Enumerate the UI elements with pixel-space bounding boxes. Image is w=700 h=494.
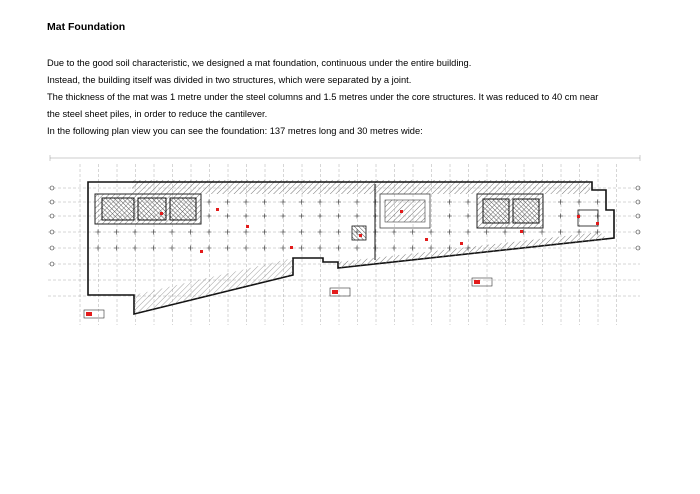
- column-marker: [466, 230, 471, 235]
- column-marker: [318, 200, 323, 205]
- column-marker: [558, 230, 563, 235]
- column-marker: [244, 230, 249, 235]
- red-marker: [425, 238, 428, 241]
- column-marker: [96, 246, 101, 251]
- column-marker: [299, 230, 304, 235]
- slanted-hatch-zone: [338, 232, 608, 268]
- column-marker: [355, 246, 360, 251]
- column-marker: [558, 214, 563, 219]
- column-marker: [392, 246, 397, 251]
- column-marker: [133, 246, 138, 251]
- paragraph-line-5: In the following plan view you can see the foundation: 137 metres long and 30 metres wide:: [47, 126, 423, 136]
- column-marker: [207, 230, 212, 235]
- paragraph-line-4: the steel sheet piles, in order to reduce the cantilever.: [47, 109, 268, 119]
- column-marker: [318, 230, 323, 235]
- section-title: Mat Foundation: [47, 21, 126, 33]
- column-marker: [577, 230, 582, 235]
- red-marker: [246, 225, 249, 228]
- paragraph-line-1: Due to the good soil characteristic, we designed a mat foundation, continuous under the entire building.: [47, 58, 472, 68]
- column-marker: [262, 246, 267, 251]
- column-marker: [225, 200, 230, 205]
- column-marker: [484, 230, 489, 235]
- column-marker: [299, 200, 304, 205]
- column-marker: [429, 246, 434, 251]
- column-marker: [336, 214, 341, 219]
- column-marker: [447, 230, 452, 235]
- column-marker: [225, 230, 230, 235]
- column-marker: [392, 230, 397, 235]
- top-dimension-line: [50, 155, 640, 161]
- column-marker: [336, 200, 341, 205]
- column-marker: [281, 200, 286, 205]
- column-marker: [244, 200, 249, 205]
- column-marker: [225, 214, 230, 219]
- red-marker: [290, 246, 293, 249]
- column-marker: [207, 246, 212, 251]
- column-marker: [188, 230, 193, 235]
- column-marker: [207, 200, 212, 205]
- column-marker: [170, 246, 175, 251]
- red-marker: [216, 208, 219, 211]
- column-marker: [373, 246, 378, 251]
- column-marker: [447, 214, 452, 219]
- column-marker: [244, 246, 249, 251]
- column-marker: [318, 214, 323, 219]
- red-marker: [359, 234, 362, 237]
- column-marker: [447, 200, 452, 205]
- column-marker: [429, 230, 434, 235]
- left-axis-markers: [50, 186, 54, 266]
- central-joint-block: [375, 184, 430, 260]
- red-marker: [460, 242, 463, 245]
- column-marker: [225, 246, 230, 251]
- column-marker: [281, 246, 286, 251]
- column-marker: [114, 246, 119, 251]
- left-core: [95, 194, 201, 224]
- column-marker: [262, 230, 267, 235]
- column-marker: [595, 214, 600, 219]
- column-marker: [151, 230, 156, 235]
- red-marker: [577, 215, 580, 218]
- red-marker: [160, 212, 163, 215]
- red-marker: [200, 250, 203, 253]
- column-marker: [281, 214, 286, 219]
- red-marker: [520, 230, 523, 233]
- column-marker: [373, 230, 378, 235]
- column-marker: [299, 214, 304, 219]
- column-marker: [373, 214, 378, 219]
- column-marker: [207, 214, 212, 219]
- right-core: [477, 194, 543, 228]
- right-small-room: [578, 210, 598, 226]
- red-marker: [400, 210, 403, 213]
- column-marker: [281, 230, 286, 235]
- column-marker: [336, 230, 341, 235]
- foundation-plan-drawing: [40, 150, 664, 328]
- column-marker: [170, 230, 175, 235]
- column-marker: [558, 200, 563, 205]
- column-marker: [244, 214, 249, 219]
- shaft-box: [352, 226, 366, 240]
- left-hatch-zone: [134, 258, 293, 314]
- column-marker: [96, 230, 101, 235]
- column-marker: [336, 246, 341, 251]
- column-marker: [299, 246, 304, 251]
- paragraph-line-3: The thickness of the mat was 1 metre under the steel columns and 1.5 metres under the core structures. It was reduced to 40 cm near: [47, 92, 599, 102]
- column-marker: [410, 246, 415, 251]
- column-marker: [355, 214, 360, 219]
- column-marker: [503, 230, 508, 235]
- column-marker: [540, 230, 545, 235]
- column-marker: [318, 246, 323, 251]
- column-marker: [188, 246, 193, 251]
- paragraph-line-2: Instead, the building itself was divided in two structures, which were separated by a joint.: [47, 75, 412, 85]
- column-marker: [466, 214, 471, 219]
- column-marker: [262, 200, 267, 205]
- column-marker: [595, 200, 600, 205]
- column-marker: [262, 214, 267, 219]
- column-marker: [355, 200, 360, 205]
- red-marker: [596, 222, 599, 225]
- column-marker: [410, 230, 415, 235]
- column-marker: [133, 230, 138, 235]
- column-marker: [114, 230, 119, 235]
- column-marker: [151, 246, 156, 251]
- right-axis-markers: [636, 186, 640, 250]
- column-marker: [466, 200, 471, 205]
- column-marker: [373, 200, 378, 205]
- column-marker: [577, 200, 582, 205]
